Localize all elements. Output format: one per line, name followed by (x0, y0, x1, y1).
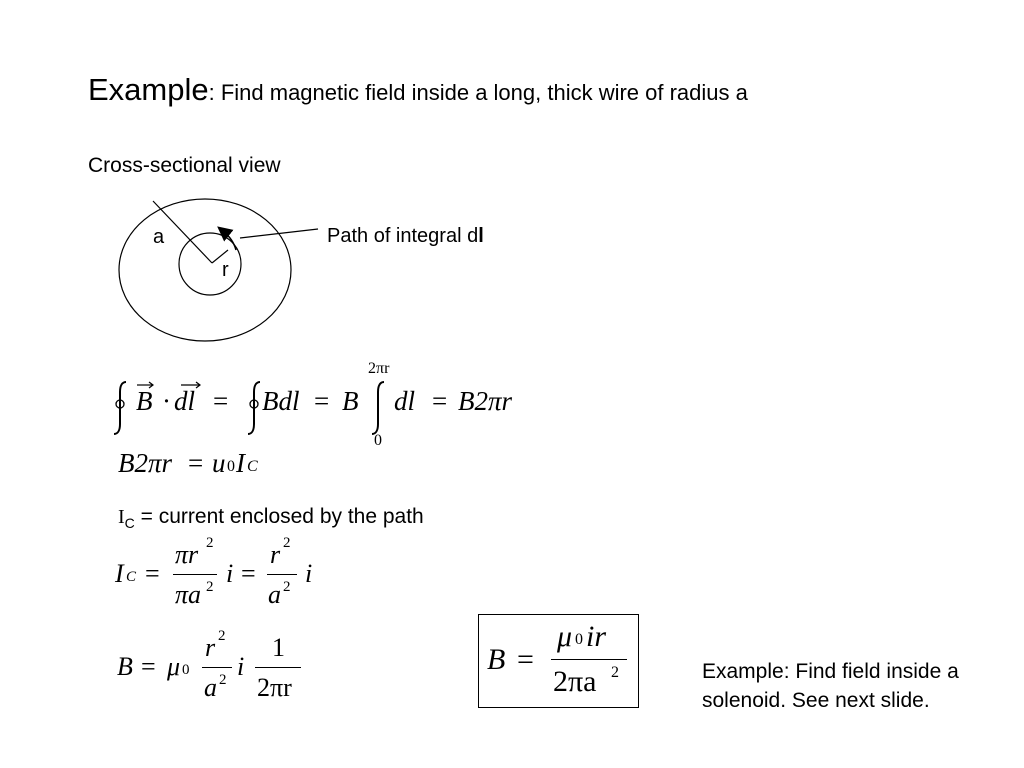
I-subscript: C (247, 458, 258, 475)
upper-limit: 2πr (368, 360, 390, 377)
num-rest: ir (586, 620, 607, 653)
equals-3: = (432, 386, 448, 416)
dot-op: · (162, 386, 171, 416)
i: i (237, 652, 245, 681)
equals: = (188, 448, 204, 478)
Bdl: Bdl (262, 386, 300, 416)
den-sup: 2 (611, 664, 619, 681)
num2: r (270, 540, 281, 569)
path-label (327, 225, 484, 248)
eq1: = (145, 559, 160, 588)
u-symbol: u (212, 448, 226, 478)
pointer-line (240, 229, 318, 238)
i1: i (226, 559, 234, 588)
equals-2: = (314, 386, 330, 416)
I-symbol: I (236, 448, 245, 478)
ic-C: C (126, 569, 137, 585)
i2: i (305, 559, 313, 588)
outer-circle (119, 199, 291, 341)
ampere-result (118, 448, 318, 484)
B: B (117, 652, 133, 681)
path-label-bold: l (478, 225, 484, 247)
ic-I: I (118, 506, 125, 528)
sup1: 2 (206, 535, 214, 551)
frac-line-5 (551, 659, 627, 660)
equals-1: = (213, 386, 229, 416)
eq2: = (241, 559, 256, 588)
mu-sub: 0 (182, 662, 190, 678)
vec-B: B (136, 386, 153, 416)
den2: 2πr (257, 673, 292, 702)
den: 2πa (553, 665, 597, 698)
dl-2: dl (394, 386, 416, 416)
sup1: 2 (218, 628, 226, 644)
sup2: 2 (219, 672, 227, 688)
den1: πa (175, 580, 202, 609)
lhs: B2πr (118, 448, 173, 478)
ic-definition (118, 505, 424, 531)
ic-text: = current enclosed by the path (134, 505, 424, 528)
title-rest: : Find magnetic field inside a long, thick wire of radius a (208, 80, 748, 105)
frac-line-4 (255, 667, 301, 668)
inner-circle (179, 233, 241, 295)
b-formula (117, 630, 317, 710)
ampere-equation (112, 360, 542, 460)
sup2: 2 (206, 579, 214, 595)
B-factor: B (342, 386, 359, 416)
subtitle: Cross-sectional view (88, 154, 281, 177)
num: r (205, 633, 216, 662)
num1: πr (175, 540, 199, 569)
mu: μ (167, 652, 181, 681)
ic-I: I (115, 559, 124, 588)
sup4: 2 (283, 579, 291, 595)
rhs: B2πr (458, 386, 513, 416)
boxed-result (478, 614, 639, 708)
ic-sub: C (124, 515, 135, 532)
u-subscript: 0 (227, 458, 235, 475)
mu: μ (557, 620, 573, 653)
title-lead: Example (88, 72, 209, 107)
vec-dl: dl (174, 386, 196, 416)
label-a: a (153, 226, 165, 248)
sup3: 2 (283, 535, 291, 551)
mu-sub: 0 (575, 631, 583, 648)
solenoid-note: Example: Find field inside a solenoid. See next slide. (702, 660, 959, 712)
eq: = (141, 652, 156, 681)
frac-line-2 (267, 574, 297, 575)
eq: = (517, 643, 534, 676)
frac-line-1 (173, 574, 217, 575)
frac-line-3 (202, 667, 232, 668)
ic-formula (115, 535, 335, 615)
path-label-text: Path of integral d (327, 225, 479, 247)
den2: a (268, 580, 281, 609)
den: a (204, 673, 217, 702)
one: 1 (272, 633, 285, 662)
lower-limit: 0 (374, 432, 382, 449)
label-r: r (222, 259, 229, 281)
B: B (487, 643, 506, 676)
